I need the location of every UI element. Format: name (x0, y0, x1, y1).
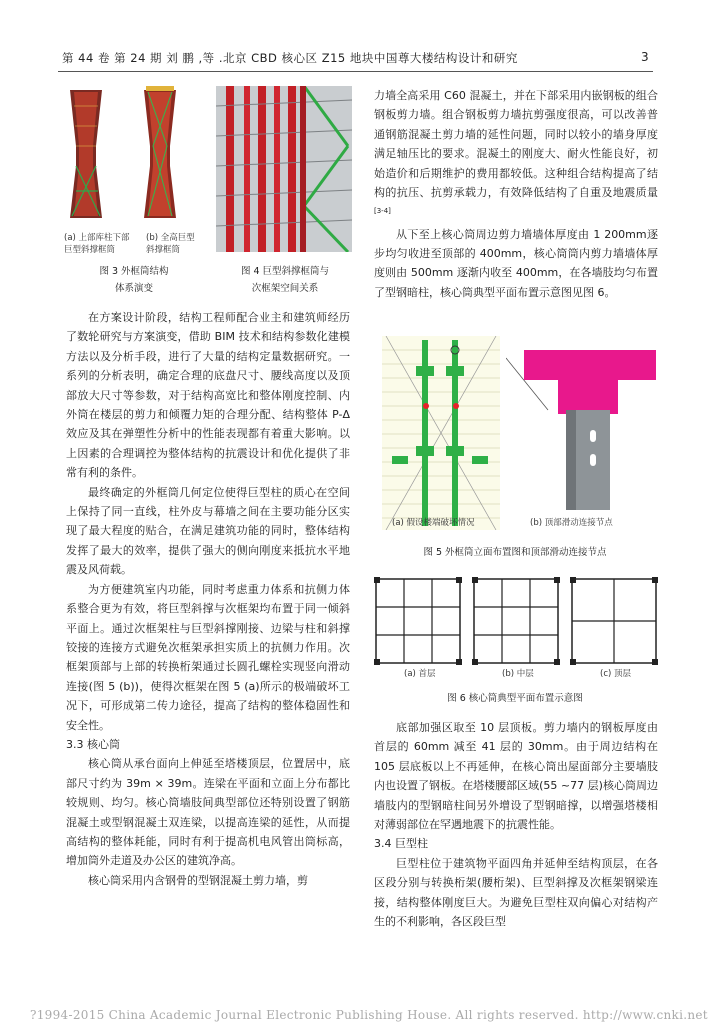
figure-5a-elevation (382, 336, 500, 530)
figure-5b-label: (b) 顶部滑动连接节点 (530, 518, 613, 528)
page-number: 3 (641, 50, 649, 64)
section-heading: 3.4 巨型柱 (374, 837, 428, 851)
figure-6b-plan (470, 575, 562, 667)
figure-5b-joint (506, 350, 656, 510)
copyright-footer: ?1994-2015 China Academic Journal Electronic Publishing House. All rights reserved. http://www.cnki.net (30, 1008, 708, 1022)
figure-5-caption: 图 5 外框筒立面布置图和顶部滑动连接节点 (423, 547, 607, 558)
figure-6c-plan (568, 575, 660, 667)
paragraph: 巨型柱位于建筑物平面四角并延伸至结构顶层，在各区段分别与转换桁架(腰桁架)、巨型斜撑及次框架钢梁连接，结构整体刚度巨大。为避免巨型柱双向偏心对结构产生的不利影响，各区段巨型 (374, 856, 658, 929)
figure-6-caption: 图 6 核心筒典型平面布置示意图 (447, 693, 583, 704)
figure-6a-plan (372, 575, 464, 667)
tower-b-render (144, 86, 176, 218)
header-rule (58, 71, 653, 72)
figure-3a-label: (a) 上部库柱下部 巨型斜撑框筒 (64, 233, 130, 255)
running-header: 第 44 卷 第 24 期 刘 鹏 ,等 .北京 CBD 核心区 Z15 地块中国尊大楼结构设计和研究 (62, 51, 518, 65)
figure-4-caption: 图 4 巨型斜撑框筒与 次框架空间关系 (240, 266, 330, 294)
figure-6a-label: (a) 首层 (404, 669, 436, 679)
section-heading: 3.3 核心筒 (66, 737, 120, 751)
right-column-bottom (374, 718, 658, 931)
figure-5a-label: (a) 假设楼端破坏情况 (392, 518, 475, 528)
paragraph: 在方案设计阶段，结构工程师配合业主和建筑师经历了数轮研究与方案演变，借助 BIM 技术和结构参数化建模方法以及分析手段，进行了大量的结构定量数据研究。一系列的分析表明，确定合理的底盘尺寸、腰线高度以及顶部放大尺寸等参数，对于结构高宽比和整体刚度控制、内外筒在楼层的剪力和倾覆力矩的合理分配、结构整体 P-Δ 效应及其在弹塑性分析中的性能表现都有着重大影响。以上因素的合理调控为整体结构的抗震设计和优化提供了非常有利的条件。 (66, 311, 350, 480)
paragraph: 从下至上核心筒周边剪力墙墙体厚度由 1 200mm逐步均匀收进至顶部的 400mm，核心筒筒内剪力墙墙体厚度则由 500mm 逐渐内收至 400mm，在各墙肢均匀布置了型钢暗柱，核心筒典型平面布置示意图见图 6。 (374, 227, 658, 299)
figure-3-image (62, 86, 200, 226)
figure-4-image (216, 86, 352, 252)
left-column (66, 308, 350, 890)
paragraph: 底部加强区取至 10 层顶板。剪力墙内的钢板厚度由首层的 60mm 减至 41 层的 30mm。由于周边结构在 105 层底板以上不再延伸，在核心筒出屋面部分主要墙肢内也设置了钢板。在塔楼腰部区域(55 ~77 层)核心筒周边墙肢内的型钢暗柱间另外增设了型钢暗撑，以增强塔楼相对薄弱部位在罕遇地震下的抗震性能。 (374, 721, 658, 832)
citation: [3-4] (374, 207, 391, 216)
paragraph: 核心筒从承台面向上伸延至塔楼顶层，位置居中，底部尺寸约为 39m × 39m。连梁在平面和立面上分布都比较规则、均匀。核心筒墙肢间典型部位还特别设置了钢筋混凝土或型钢混凝土双连梁，以提高连梁的延性，从而提高结构的整体耗能，同时有利于提高机电风管出筒标高，增加筒外走道及办公区的建筑净高。 (66, 757, 350, 868)
paragraph: 力墙全高采用 C60 混凝土，并在下部采用内嵌钢板的组合钢板剪力墙。组合钢板剪力墙抗剪强度很高，可以改善普通钢筋混凝土剪力墙的延性问题，同时以较小的墙身厚度满足轴压比的要求。混凝土的刚度大、耐火性能良好，初始造价和后期维护的费用都较低。这种组合结构提高了结构的抗压、抗剪承载力，有效降低结构了自重及地震质量[3-4] (374, 89, 658, 216)
figure-6b-label: (b) 中层 (502, 669, 534, 679)
figure-6c-label: (c) 顶层 (600, 669, 632, 679)
tower-a-render (70, 90, 102, 218)
paragraph: 最终确定的外框筒几何定位使得巨型柱的质心在空间上保持了同一直线，柱外皮与幕墙之间在主要功能分区实现了最大程度的贴合，在满足建筑功能的同时，整体结构发挥了最大的效率，提供了强大的侧向刚度来抵抗水平地震及风荷载。 (66, 485, 350, 577)
paragraph: 为方便建筑室内功能，同时考虑重力体系和抗侧力体系整合更为有效，将巨型斜撑与次框架均布置于同一倾斜平面上。通过次框架柱与巨型斜撑刚接、边梁与柱和斜撑铰接的连接方式避免次框架承担实质上的抗侧力作用。次框架顶部与上部的转换桁架通过长圆孔螺栓实现竖向滑动连接(图 5 (b))，使得次框架在图 5 (a)所示的极端破坏工况下，可形成第二传力途径，提高了结构的整体稳固性和安全性。 (66, 582, 350, 732)
paragraph: 核心筒采用内含钢骨的型钢混凝土剪力墙，剪 (88, 873, 308, 887)
figure-3-caption: 图 3 外框筒结构 体系演变 (99, 266, 169, 294)
right-column-top (374, 86, 658, 302)
figure-3b-label: (b) 全高巨型 斜撑框筒 (146, 233, 195, 255)
